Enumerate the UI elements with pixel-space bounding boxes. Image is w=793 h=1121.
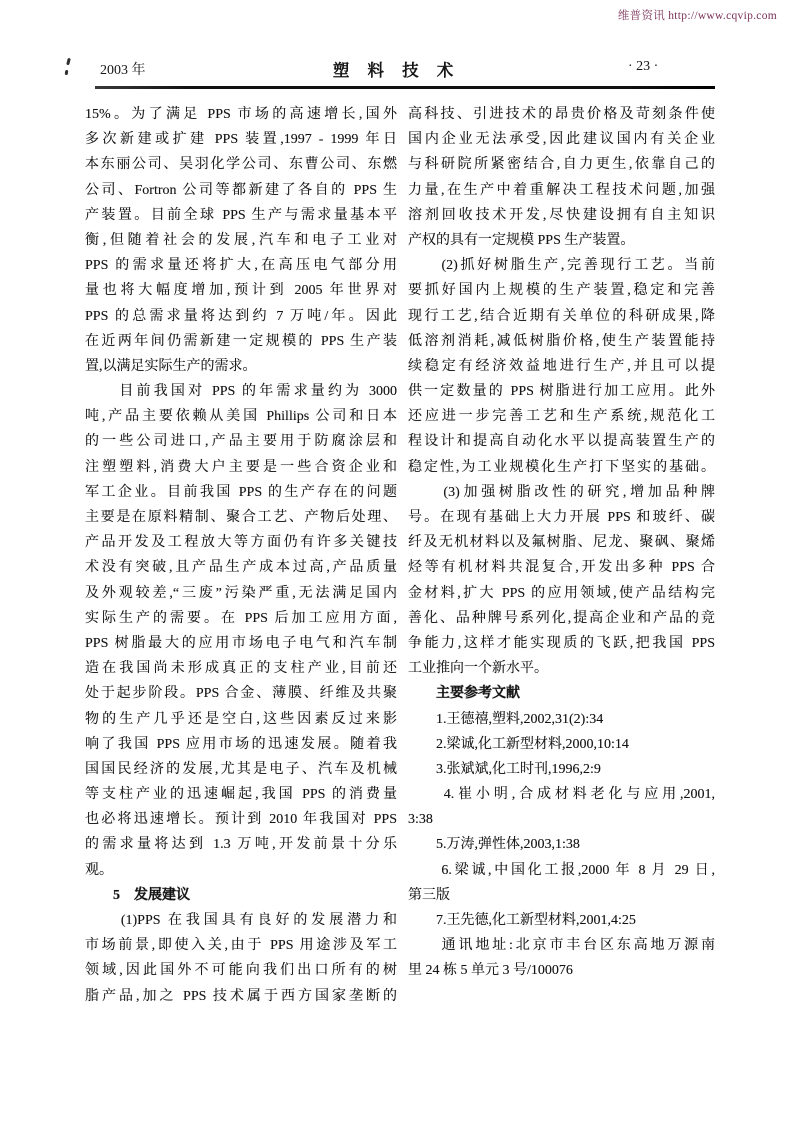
text-line: 供一定数量的 PPS 树脂进行加工应用。此外 <box>408 384 715 400</box>
reference-item: 6.梁诚,中国化工报,2000 年 8 月 29 日, <box>408 862 715 878</box>
text-line: 产品开发及工程放大等方面仍有许多关键技 <box>85 535 397 551</box>
text-line: 国国民经济的发展,尤其是电子、汽车及机械 <box>85 761 397 777</box>
text-line: 现行工艺,结合近期有关单位的科研成果,降 <box>408 308 715 324</box>
text-line: 的需求量将达到 1.3 万吨,开发前景十分乐 <box>85 837 397 853</box>
header-year: 2003 年 <box>100 63 146 78</box>
text-line: PPS 的需求量还将扩大,在高压电气部分用 <box>85 258 397 274</box>
left-column <box>85 102 397 1009</box>
text-line: 续稳定有经济效益地进行生产,并且可以提 <box>408 358 715 374</box>
text-line: 在近两年间仍需新建一定规模的 PPS 生产装 <box>85 333 397 349</box>
right-column <box>408 102 715 984</box>
text-line: 低溶剂消耗,减低树脂价格,使生产装置能持 <box>408 333 715 349</box>
text-line: 置,以满足实际生产的需求。 <box>85 358 257 374</box>
text-line: 本东丽公司、吴羽化学公司、东曹公司、东燃 <box>85 157 397 173</box>
text-line: 与科研院所紧密结合,自力更生,依靠自己的 <box>408 157 715 173</box>
text-line: 造在我国尚未形成真正的支柱产业,目前还 <box>85 661 397 677</box>
text-line: 目前我国对 PPS 的年需求量约为 3000 <box>85 384 397 400</box>
text-line: 多次新建或扩建 PPS 装置,1997 - 1999 年日 <box>85 132 397 148</box>
text-line: 也必将迅速增长。预计到 2010 年我国对 PPS <box>85 812 397 828</box>
reference-item: 4.崔小明,合成材料老化与应用,2001, <box>408 787 715 803</box>
header-rule <box>95 86 715 89</box>
text-line: 烃等有机材料共混复合,开发出多种 PPS 合 <box>408 560 715 576</box>
section-heading-5: 5 发展建议 <box>85 887 190 903</box>
reference-item: 1.王德禧,塑料,2002,31(2):34 <box>408 711 604 727</box>
text-line: 金材料,扩大 PPS 的应用领域,使产品结构完 <box>408 585 715 601</box>
reference-item: 2.梁诚,化工新型材料,2000,10:14 <box>408 736 629 752</box>
text-line: 物的生产几乎还是空白,这些因素反过来影 <box>85 711 397 727</box>
scan-artifact <box>65 70 68 75</box>
reference-item: 5.万涛,弹性体,2003,1:38 <box>408 837 580 853</box>
text-line: PPS 树脂最大的应用市场电子电气和汽车制 <box>85 635 397 651</box>
text-line: 量也将大幅度增加,预计到 2005 年世界对 <box>85 283 397 299</box>
text-line: 还应进一步完善工艺和生产系统,规范化工 <box>408 409 715 425</box>
text-line: 号。在现有基础上大力开展 PPS 和玻纤、碳 <box>408 510 715 525</box>
text-line: (2)抓好树脂生产,完善现行工艺。当前 <box>408 258 715 274</box>
contact-address: 通讯地址:北京市丰台区东高地万源南 <box>408 938 715 954</box>
text-line: 主要是在原料精制、聚合工艺、产物后处理、 <box>85 510 397 525</box>
reference-item: 7.王先德,化工新型材料,2001,4:25 <box>408 913 636 928</box>
text-line: 实际生产的需要。在 PPS 后加工应用方面, <box>85 610 397 626</box>
text-line: 领域,因此国外不可能向我们出口所有的树 <box>85 963 397 979</box>
text-line: 工业推向一个新水平。 <box>408 661 548 677</box>
text-line: 衡,但随着社会的发展,汽车和电子工业对 <box>85 232 397 248</box>
text-line: 处于起步阶段。PPS 合金、薄膜、纤维及共聚 <box>85 686 397 702</box>
reference-item: 3.张斌斌,化工时刊,1996,2:9 <box>408 761 601 777</box>
reference-item: 3:38 <box>408 812 433 828</box>
text-line: 及外观较差,“三废”污染严重,无法满足国内 <box>85 585 397 601</box>
text-line: 吨,产品主要依赖从美国 Phillips 公司和日本 <box>85 409 397 425</box>
text-line: 稳定性,为工业规模化生产打下坚实的基础。 <box>408 459 715 475</box>
text-line: 国内企业无法承受,因此建议国内有关企业 <box>408 132 715 148</box>
text-line: 产权的具有一定规模 PPS 生产装置。 <box>408 232 635 248</box>
text-line: 溶剂回收技术开发,尽快建设拥有自主知识 <box>408 207 715 223</box>
text-line: 公司、Fortron 公司等都新建了各自的 PPS 生 <box>85 182 397 198</box>
text-line: 观。 <box>85 862 113 878</box>
text-line: 要抓好国内上规模的生产装置,稳定和完善 <box>408 283 715 299</box>
text-line: 注塑塑料,消费大户主要是一些合资企业和 <box>85 459 397 475</box>
text-line: 力量,在生产中着重解决工程技术问题,加强 <box>408 182 715 198</box>
text-line: 响了我国 PPS 应用市场的迅速发展。随着我 <box>85 736 397 752</box>
text-line: 等支柱产业的迅速崛起,我国 PPS 的消费量 <box>85 787 397 803</box>
text-line: (1)PPS 在我国具有良好的发展潜力和 <box>85 913 397 928</box>
journal-title: 塑 料 技 术 <box>332 61 461 80</box>
text-line: PPS 的总需求量将达到约 7 万吨/年。因此 <box>85 308 397 324</box>
text-line: 15%。为了满足 PPS 市场的高速增长,国外 <box>85 107 397 122</box>
references-heading: 主要参考文献 <box>408 686 520 702</box>
text-line: 市场前景,即使入关,由于 PPS 用途涉及军工 <box>85 938 397 954</box>
header-page-number: · 23 · <box>628 59 659 74</box>
text-line: 程设计和提高自动化水平以提高装置生产的 <box>408 434 715 450</box>
text-line: 军工企业。目前我国 PPS 的生产存在的问题 <box>85 484 397 500</box>
reference-item: 第三版 <box>408 887 450 903</box>
text-line: 产装置。目前全球 PPS 生产与需求量基本平 <box>85 207 397 223</box>
text-line: 脂产品,加之 PPS 技术属于西方国家垄断的 <box>85 988 397 1004</box>
text-line: 纤及无机材料以及氟树脂、尼龙、聚砜、聚烯 <box>408 535 715 551</box>
text-line: 争能力,这样才能实现质的飞跃,把我国 PPS <box>408 635 715 651</box>
text-line: 高科技、引进技术的昂贵价格及苛刻条件使 <box>408 107 715 122</box>
text-line: (3)加强树脂改性的研究,增加品种牌 <box>408 484 715 500</box>
text-line: 术没有突破,且产品生产成本过高,产品质量 <box>85 560 397 576</box>
scan-artifact <box>66 58 70 65</box>
text-line: 的一些公司进口,产品主要用于防腐涂层和 <box>85 434 397 450</box>
text-line: 善化、品种牌号系列化,提高企业和产品的竞 <box>408 610 715 626</box>
watermark: 维普资讯 http://www.cqvip.com <box>617 10 777 22</box>
contact-address: 里 24 栋 5 单元 3 号/100076 <box>408 963 573 979</box>
